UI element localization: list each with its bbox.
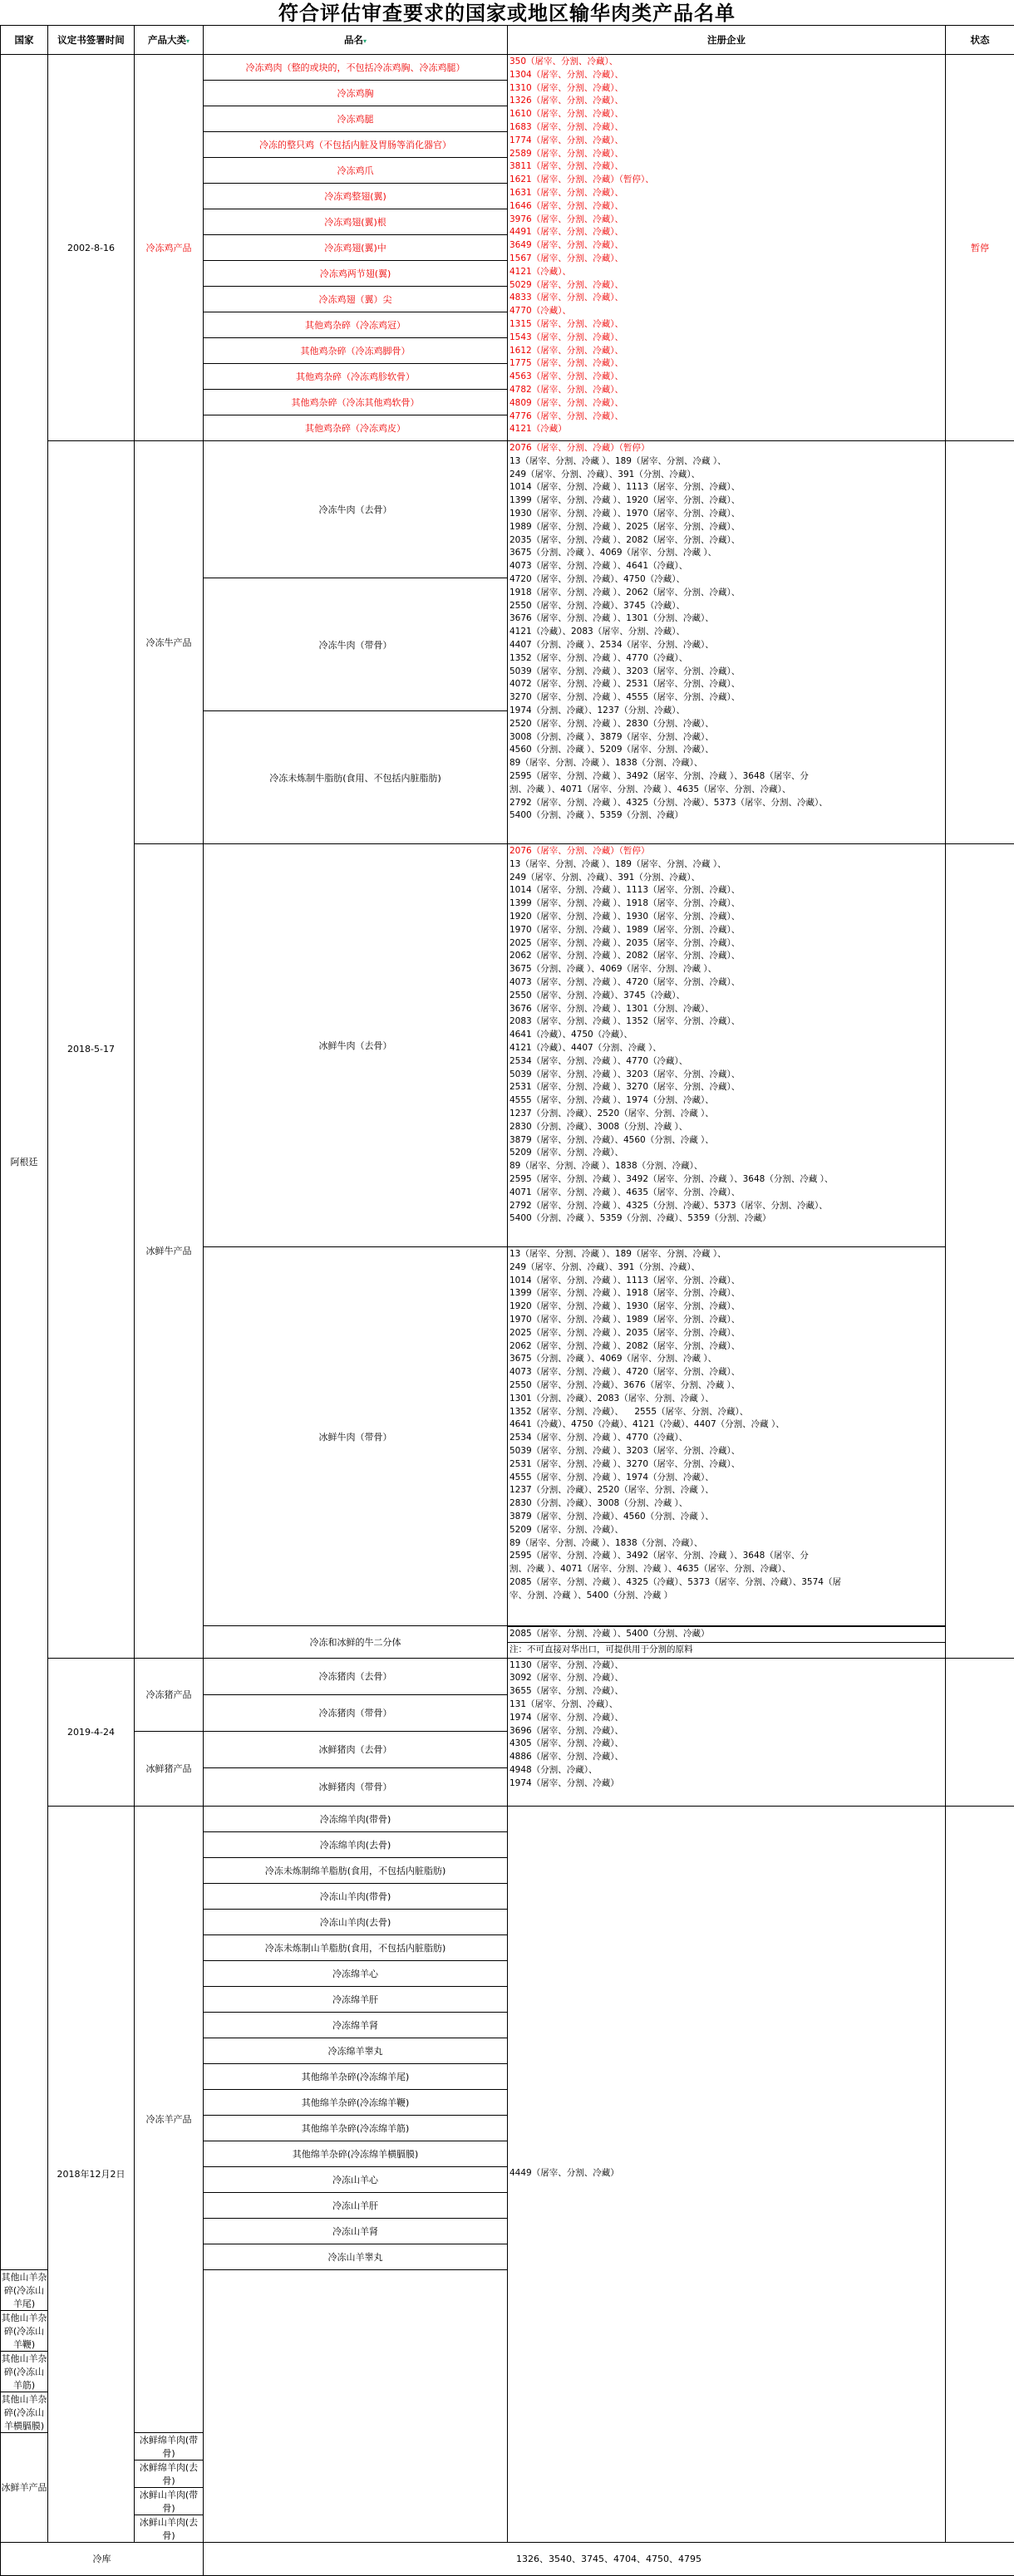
page-title: 符合评估审查要求的国家或地区输华肉类产品名单 — [0, 0, 1014, 25]
product-cell: 冷冻绵羊睾丸 — [204, 2038, 508, 2063]
sheep-frozen-category: 冷冻羊产品 — [135, 1806, 204, 2432]
beef-chilled-enterprises: 2076（屠宰、分割、冷藏）（暂停） 13（屠宰、分割、冷藏 ）、189（屠宰、分割、冷藏 ）、 249（屠宰、分割、冷藏）、391（分割、冷藏）、 1014（屠宰、分割、冷藏 ）、1113（屠宰、分割、冷藏）、 1399（屠宰、分割、冷藏 ）、1918（屠宰、分割、冷藏）、 1920（屠宰、分割、冷藏 ）、1930（屠宰、分割、冷藏）、 1970（屠宰、分割、冷藏 ）、1989（屠宰、分割、冷藏）、 2025（屠宰、分割、冷藏 ）、2035（屠宰、分割、冷藏）、 2062（屠宰、分割、冷藏 ）、2082（屠宰、分割、冷藏）、 3675（分割、冷藏 ）、4069（屠宰、分割、冷藏 ）、 4073（屠宰、分割、冷藏 ）、4720（屠宰、分割、冷藏）、 2550（屠宰、分割、冷藏）、3745（冷藏）、 3676（屠宰、分割、冷藏 ）、1301（分割、冷藏）、 2083（屠宰、分割、冷藏 ）、1352（屠宰、分割、冷藏）、 4641（冷藏）、4750（冷藏）、 4121（冷藏）、4407（分割、冷藏 ）、 2534（屠宰、分割、冷藏 ）、4770（冷藏）、 5039（屠宰、分割、冷藏 ）、3203（屠宰、分割、冷藏）、 2531（屠宰、分割、冷藏 ）、3270（屠宰、分割、冷藏）、 4555（屠宰、分割、冷藏 ）、1974（分割、冷藏）、 1237（分割、冷藏）、2520（屠宰、分割、冷藏 ）、 2830（分割、冷藏）、3008（分割、冷藏 ）、 3879（屠宰、分割、冷藏）、4560（分割、冷藏 ）、 5209（屠宰、分割、冷藏）、 89（屠宰、分割、冷藏 ）、1838（分割、冷藏）、 2595（屠宰、分割、冷藏 ）、3492（屠宰、分割、冷藏 ）、3648（分割、冷藏 ）、 4071（屠宰、分割、冷藏 ）、4635（屠宰、分割、冷藏）、 2792（屠宰、分割、冷藏 ）、4325（分割、冷藏）、5373（屠宰、分割、冷藏）、 5400（分割、冷藏 ）、5359（分割、冷藏）、5359（分割、冷藏） — [508, 844, 946, 1247]
header-enterprise: 注册企业 — [508, 26, 946, 55]
half-carcass-note: 注：不可直接对华出口，可提供用于分割的原料 — [508, 1642, 946, 1658]
sheep-date: 2018年12月2日 — [48, 1806, 135, 2542]
product-cell: 冷冻山羊睾丸 — [204, 2244, 508, 2269]
product-cell: 其他山羊杂碎(冷冻山羊筋) — [1, 2351, 48, 2392]
cold-storage-enterprises: 1326、3540、3745、4704、4750、4795 — [204, 2542, 1014, 2575]
product-cell: 冰鲜猪肉（去骨） — [204, 1731, 508, 1767]
product-cell: 冷冻猪肉（去骨） — [204, 1658, 508, 1694]
product-cell: 冰鲜绵羊肉(带骨) — [135, 2432, 204, 2460]
product-cell: 冷冻鸡肉（整的或块的，不包括冷冻鸡胸、冷冻鸡腿） — [204, 55, 508, 81]
header-product[interactable]: 品名▾ — [204, 26, 508, 55]
product-cell: 其他绵羊杂碎(冷冻绵羊尾) — [204, 2063, 508, 2089]
sheep-chilled-category: 冰鲜羊产品 — [1, 2432, 48, 2542]
product-cell: 其他绵羊杂碎(冷冻绵羊鞭) — [204, 2089, 508, 2115]
filter-dropdown-icon[interactable]: ▾ — [186, 37, 190, 45]
product-cell: 冷冻山羊肝 — [204, 2192, 508, 2218]
product-cell: 冰鲜牛肉（带骨） — [204, 1247, 508, 1626]
product-cell: 其他鸡杂碎（冷冻其他鸡软骨） — [204, 390, 508, 415]
product-cell: 冷冻绵羊肾 — [204, 2012, 508, 2038]
header-country: 国家 — [1, 26, 48, 55]
product-cell: 冷冻牛肉（带骨） — [204, 578, 508, 711]
status-cell — [946, 1658, 1014, 1806]
product-cell: 冰鲜山羊肉(去骨) — [135, 2515, 204, 2542]
product-cell: 冰鲜绵羊肉(去骨) — [135, 2460, 204, 2487]
chicken-status: 暂停 — [946, 55, 1014, 441]
header-date: 议定书签署时间 — [48, 26, 135, 55]
product-cell: 其他山羊杂碎(冷冻山羊鞭) — [1, 2310, 48, 2351]
beef-chilled-category: 冰鲜牛产品 — [135, 844, 204, 1659]
filter-dropdown-icon[interactable]: ▾ — [363, 37, 367, 45]
product-table — [0, 25, 1014, 2576]
status-cell — [946, 844, 1014, 1659]
product-cell: 冷冻未炼制绵羊脂肪(食用，不包括内脏脂肪) — [204, 1857, 508, 1883]
product-cell: 冷冻绵羊肉(带骨) — [204, 1806, 508, 1831]
suspended-enterprise: 2076（屠宰、分割、冷藏）（暂停） — [509, 443, 649, 453]
chicken-enterprises: 350（屠宰、分割、冷藏）、 1304（屠宰、分割、冷藏）、 1310（屠宰、分割、冷藏）、 1326（屠宰、分割、冷藏）、 1610（屠宰、分割、冷藏）、 1683（屠宰、分割、冷藏）、 1774（屠宰、分割、冷藏）、 2589（屠宰、分割、冷藏）、 3811（屠宰、分割、冷藏）、 1621（屠宰、分割、冷藏）（暂停）、 1631（屠宰、分割、冷藏）、 1646（屠宰、分割、冷藏）、 3976（屠宰、分割、冷藏）、 4491（屠宰、分割、冷藏）、 3649（屠宰、分割、冷藏）、 1567（屠宰、分割、冷藏）、 4121（冷藏）、 5029（屠宰、分割、冷藏）、 4833（屠宰、分割、冷藏）、 4770（冷藏）、 1315（屠宰、分割、冷藏）、 1543（屠宰、分割、冷藏）、 1612（屠宰、分割、冷藏）、 1775（屠宰、分割、冷藏）、 4563（屠宰、分割、冷藏）、 4782（屠宰、分割、冷藏）、 4809（屠宰、分割、冷藏）、 4776（屠宰、分割、冷藏）、 4121（冷藏） — [508, 55, 946, 441]
header-category[interactable]: 产品大类▾ — [135, 26, 204, 55]
product-cell: 冷冻山羊肉(去骨) — [204, 1909, 508, 1934]
product-cell: 冷冻鸡整翅(翼) — [204, 184, 508, 209]
pork-date: 2019-4-24 — [48, 1658, 135, 1806]
product-cell: 冷冻和冰鲜的牛二分体 — [204, 1626, 508, 1659]
product-cell: 冷冻山羊肉(带骨) — [204, 1883, 508, 1909]
chicken-category: 冷冻鸡产品 — [135, 55, 204, 441]
product-cell: 其他鸡杂碎（冷冻鸡冠） — [204, 312, 508, 338]
product-cell: 冷冻鸡翅（翼）尖 — [204, 287, 508, 312]
product-cell: 其他鸡杂碎（冷冻鸡脚骨） — [204, 338, 508, 364]
product-cell: 冷冻山羊肾 — [204, 2218, 508, 2244]
product-cell: 冷冻鸡两节翅(翼) — [204, 261, 508, 287]
product-cell: 冷冻绵羊心 — [204, 1960, 508, 1986]
sheep-enterprise: 4449（屠宰、分割、冷藏） — [508, 1806, 946, 2542]
product-cell: 冷冻绵羊肉(去骨) — [204, 1831, 508, 1857]
product-cell: 冷冻未炼制山羊脂肪(食用，不包括内脏脂肪) — [204, 1934, 508, 1960]
half-carcass-enterprises: 2085（屠宰、分割、冷藏 ）、5400（分割、冷藏） — [508, 1627, 946, 1643]
beef-date: 2018-5-17 — [48, 441, 135, 1659]
beef-chilled-bonein-enterprises: 13（屠宰、分割、冷藏 ）、189（屠宰、分割、冷藏 ）、 249（屠宰、分割、冷藏）、391（分割、冷藏）、 1014（屠宰、分割、冷藏 ）、1113（屠宰、分割、冷藏）、 1399（屠宰、分割、冷藏 ）、1918（屠宰、分割、冷藏）、 1920（屠宰、分割、冷藏 ）、1930（屠宰、分割、冷藏）、 1970（屠宰、分割、冷藏 ）、1989（屠宰、分割、冷藏）、 2025（屠宰、分割、冷藏 ）、2035（屠宰、分割、冷藏）、 2062（屠宰、分割、冷藏 ）、2082（屠宰、分割、冷藏）、 3675（分割、冷藏 ）、4069（屠宰、分割、冷藏 ）、 4073（屠宰、分割、冷藏 ）、4720（屠宰、分割、冷藏）、 2550（屠宰、分割、冷藏）、3676（屠宰、分割、冷藏 ）、 1301（分割、冷藏）、2083（屠宰、分割、冷藏 ）、 1352（屠宰、分割、冷藏）、 2555（屠宰、分割、冷藏）、 4641（冷藏）、4750（冷藏）、4121（冷藏）、4407（分割、冷藏 ）、 2534（屠宰、分割、冷藏 ）、4770（冷藏）、 5039（屠宰、分割、冷藏 ）、3203（屠宰、分割、冷藏）、 2531（屠宰、分割、冷藏 ）、3270（屠宰、分割、冷藏）、 4555（屠宰、分割、冷藏 ）、1974（分割、冷藏）、 1237（分割、冷藏）、2520（屠宰、分割、冷藏 ）、 2830（分割、冷藏）、3008（分割、冷藏 ）、 3879（屠宰、分割、冷藏）、4560（分割、冷藏 ）、 5209（屠宰、分割、冷藏）、 89（屠宰、分割、冷藏 ）、1838（分割、冷藏）、 2595（屠宰、分割、冷藏 ）、3492（屠宰、分割、冷藏 ）、3648（屠宰、分 割、冷藏 ）、4071（屠宰、分割、冷藏 ）、4635（屠宰、分割、冷藏）、 2085（屠宰、分割、冷藏 ）、4325（冷藏）、5373（屠宰、分割、冷藏）、3574（屠 宰、分割、冷藏 ）、5400（分割、冷藏 ） — [508, 1247, 946, 1626]
product-cell: 冰鲜牛肉（去骨） — [204, 844, 508, 1247]
product-cell: 冰鲜山羊肉(带骨) — [135, 2487, 204, 2515]
beef-frozen-enterprises: 2076（屠宰、分割、冷藏）（暂停） 13（屠宰、分割、冷藏 ）、189（屠宰、分割、冷藏 ）、 249（屠宰、分割、冷藏）、391（分割、冷藏）、 1014（屠宰、分割、冷藏 ）、1113（屠宰、分割、冷藏）、 1399（屠宰、分割、冷藏 ）、1920（屠宰、分割、冷藏）、 1930（屠宰、分割、冷藏 ）、1970（屠宰、分割、冷藏）、 1989（屠宰、分割、冷藏 ）、2025（屠宰、分割、冷藏）、 2035（屠宰、分割、冷藏 ）、2082（屠宰、分割、冷藏）、 3675（分割、冷藏 ）、4069（屠宰、分割、冷藏 ）、 4073（屠宰、分割、冷藏 ）、4641（冷藏）、 4720（屠宰、分割、冷藏）、4750（冷藏）、 1918（屠宰、分割、冷藏 ）、2062（屠宰、分割、冷藏）、 2550（屠宰、分割、冷藏）、3745（冷藏）、 3676（屠宰、分割、冷藏 ）、1301（分割、冷藏）、 4121（冷藏）、2083（屠宰、分割、冷藏）、 4407（分割、冷藏 ）、2534（屠宰、分割、冷藏）、 1352（屠宰、分割、冷藏 ）、4770（冷藏）、 5039（屠宰、分割、冷藏 ）、3203（屠宰、分割、冷藏）、 4072（屠宰、分割、冷藏 ）、2531（屠宰、分割、冷藏）、 3270（屠宰、分割、冷藏 ）、4555（屠宰、分割、冷藏）、 1974（分割、冷藏）、1237（分割、冷藏）、 2520（屠宰、分割、冷藏 ）、2830（分割、冷藏）、 3008（分割、冷藏 ）、3879（屠宰、分割、冷藏）、 4560（分割、冷藏 ）、5209（屠宰、分割、冷藏）、 89（屠宰、分割、冷藏 ）、1838（分割、冷藏）、 2595（屠宰、分割、冷藏 ）、3492（屠宰、分割、冷藏 ）、3648（屠宰、分 割、冷藏 ）、4071（屠宰、分割、冷藏 ）、4635（屠宰、分割、冷藏）、 2792（屠宰、分割、冷藏 ）、4325（分割、冷藏）、5373（屠宰、分割、冷藏）、 5400（分割、冷藏 ）、5359（分割、冷藏） — [508, 441, 946, 844]
header-status: 状态 — [946, 26, 1014, 55]
country-cell: 阿根廷 — [1, 55, 48, 2270]
product-cell: 冷冻鸡爪 — [204, 158, 508, 184]
beef-frozen-category: 冷冻牛产品 — [135, 441, 204, 844]
product-cell: 冷冻绵羊肝 — [204, 1986, 508, 2012]
product-cell: 冷冻山羊心 — [204, 2166, 508, 2192]
product-cell: 冷冻鸡翅(翼)根 — [204, 209, 508, 235]
header-row — [1, 26, 1014, 55]
product-cell: 其他鸡杂碎（冷冻鸡胗软骨） — [204, 364, 508, 390]
product-cell: 冷冻鸡腿 — [204, 106, 508, 132]
chicken-date: 2002-8-16 — [48, 55, 135, 441]
pork-chilled-category: 冰鲜猪产品 — [135, 1731, 204, 1806]
product-cell: 其他鸡杂碎（冷冻鸡皮） — [204, 415, 508, 441]
product-cell: 其他山羊杂碎(冷冻山羊横膈膜) — [1, 2392, 48, 2432]
product-cell: 冷冻鸡翅(翼)中 — [204, 235, 508, 261]
suspended-enterprise: 2076（屠宰、分割、冷藏）（暂停） — [509, 846, 649, 856]
product-cell: 冷冻未炼制牛脂肪(食用、不包括内脏脂肪) — [204, 711, 508, 844]
product-cell: 冰鲜猪肉（带骨） — [204, 1767, 508, 1806]
product-cell: 其他绵羊杂碎(冷冻绵羊筋) — [204, 2115, 508, 2141]
product-cell: 冷冻的整只鸡（不包括内脏及胃肠等消化器官） — [204, 132, 508, 158]
pork-frozen-category: 冷冻猪产品 — [135, 1658, 204, 1731]
pork-enterprises: 1130（屠宰、分割、冷藏）、 3092（屠宰、分割、冷藏）、 3655（屠宰、分割、冷藏）、 131（屠宰、分割、冷藏）、 1974（屠宰、分割、冷藏）、 3696（屠宰、分割、冷藏）、 4305（屠宰、分割、冷藏）、 4886（屠宰、分割、冷藏）、 4948（分割、冷藏）、 1974（屠宰、分割、冷藏） — [508, 1658, 946, 1806]
status-cell — [946, 441, 1014, 844]
product-cell: 冷冻鸡胸 — [204, 81, 508, 106]
product-cell: 其他绵羊杂碎(冷冻绵羊横膈膜) — [204, 2141, 508, 2166]
product-cell: 其他山羊杂碎(冷冻山羊尾) — [1, 2269, 48, 2310]
product-cell: 冷冻牛肉（去骨） — [204, 441, 508, 578]
status-cell — [946, 1806, 1014, 2542]
cold-storage-label: 冷库 — [1, 2542, 204, 2575]
product-cell: 冷冻猪肉（带骨） — [204, 1694, 508, 1731]
